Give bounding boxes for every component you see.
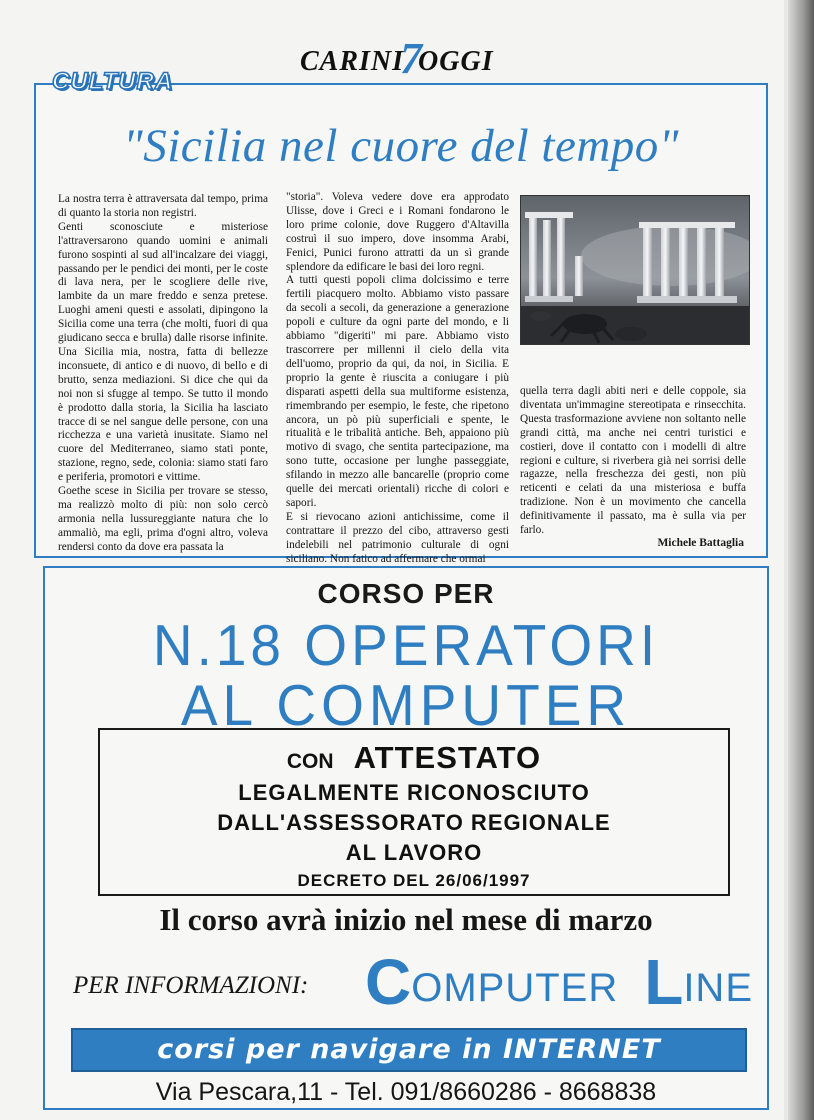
article-column-3	[520, 385, 746, 538]
article-column-2	[286, 191, 509, 566]
computer-line-logo	[365, 946, 753, 1018]
paragraph: A tutti questi popoli clima dolcissimo e terre fertili piacquero molto. Abbiamo visto passare da secoli a secoli, da generazione a generazione popoli e culture da ogni parte del mondo, e li abbiamo "digeriti" mi pare. Abbiamo visto trascorrere per millenni il cielo della vita dell'uomo, proprio da qui, da noi, in Sicilia. E proprio la gente è riuscita a coniugare i più disparati aspetti della sua multiforme esistenza, rimembrando per esempio, le feste, che ripetono ancora, un pò più superficiali e spente, le ritualità e le tribalità antiche. Beh, appaiono più motivo di svago, che sentita partecipazione, ma sono tutte, occasione per lunghe passeggiate, sfilando in mezzo alle bancarelle (proprio come quelle dei mercati orientali) ricche di colori e sapori.	[286, 274, 509, 509]
section-tag: CULTURA	[52, 68, 174, 95]
logo-ine: INE	[683, 966, 753, 1010]
certificate-line-4: AL LAVORO	[345, 840, 483, 865]
ad-title-line-1: N.18 OPERATORI	[152, 612, 660, 678]
course-advertisement	[43, 566, 769, 1110]
paragraph: "storia". Voleva vedere dove era approdato Ulisse, dove i Greci e i Romani fondarono le loro prime colonie, dove Ruggero d'Altavilla costruì il suo impero, dove insomma Arabi, Fenici, Punici furono attratti da un sì grande splendore da edificare le basi dei loro regni.	[286, 191, 509, 273]
certificate-line-3: DALL'ASSESSORATO REGIONALE	[217, 810, 611, 835]
attestato-label: ATTESTATO	[353, 740, 542, 775]
paragraph: Genti sconosciute e misteriose l'attraversarono quando uomini e animali furono sospinti al sud all'incalzare dei viaggi, passando per le pendici dei monti, per le coste di lava nera, per le scogliere delle rive, lambite da un mare freddo e senza pretese. Luoghi ameni questi e assolati, dipingono la Sicilia come una terra (che molti, fuori di qua giudicano secca e brulla) dalle risorse infinite. Una Sicilia mia, nostra, fatta di bellezze inconsuete, di antico e di nuovo, di bello e di brutto, senza mediazioni. Si dice che qui da noi non si sfugge al tempo. Se tutto il mondo è prodotto dalla storia, la Sicilia ha lasciato tracce di se nel sangue delle persone, con una ricchezza e una varietà inusitate. Siamo nel cuore del Mediterraneo, siamo stati ponte, stazione, regno, sede, colonia: siamo stati faro e periferia, promotori e vittime.	[58, 220, 268, 484]
certificate-line-2: LEGALMENTE RICONOSCIUTO	[238, 780, 590, 805]
masthead-seven: 7	[400, 33, 423, 83]
course-start-note: Il corso avrà inizio nel mese di marzo	[159, 902, 653, 937]
ruins-illustration	[520, 195, 750, 345]
internet-banner: corsi per navigare in INTERNET	[71, 1028, 747, 1072]
page-edge-shadow	[788, 0, 814, 1120]
logo-omputer: OMPUTER	[411, 966, 619, 1010]
article-title: "Sicilia nel cuore del tempo"	[122, 120, 680, 172]
masthead-oggi: OGGI	[418, 46, 494, 77]
con-label: CON	[286, 750, 334, 773]
masthead-carini: CARINI	[300, 46, 405, 77]
author-byline: Michele Battaglia	[657, 537, 744, 549]
ancient-ruins-illustration-icon	[521, 196, 749, 344]
ad-title-line-2: AL COMPUTER	[180, 672, 632, 738]
certificate-line-1	[100, 740, 728, 776]
ad-headline: CORSO PER	[317, 578, 495, 609]
paragraph: quella terra dagli abiti neri e delle coppole, sia diventata un'immagine stereotipata e rinsecchita. Questa trasformazione avviene non soltanto nelle grandi città, ma anche nei centri turistici e costieri, dove il contatto con i modelli di altre regioni e culture, si riverbera già nei sorrisi delle ragazze, nella freschezza dei gesti, non più reticenti e celati da una misteriosa e buffa tradizione. Non è un movimento che cancella definitivamente il passato, ma è sulla via per farlo.	[520, 385, 746, 537]
masthead-logo	[300, 33, 530, 83]
info-label: PER INFORMAZIONI:	[73, 972, 309, 999]
paragraph: La nostra terra è attraversata dal tempo, prima di quanto la storia non registri.	[58, 193, 268, 219]
logo-c: C	[365, 946, 412, 1018]
article-box	[34, 83, 768, 565]
paragraph: E si rievocano azioni antichissime, come il contrattare il prezzo del cibo, attraverso gesti indelebili nel patrimonio culturale di ogni siciliano. Non fatico ad affermare che ormai	[286, 510, 509, 565]
decree-line: DECRETO DEL 26/06/1997	[297, 871, 531, 890]
paragraph: Goethe scese in Sicilia per trovare se stesso, ma realizzò molto di più: non solo cercò armonia nella lussureggiante natura che lo ammaliò, ma egli, prima d'ogni altro, voleva rendersi conto da dove era passata la	[58, 485, 268, 553]
certificate-box	[98, 728, 730, 896]
contact-address: Via Pescara,11 - Tel. 091/8660286 - 8668838	[155, 1078, 657, 1106]
logo-l: L	[644, 946, 684, 1018]
article-column-1	[58, 193, 268, 555]
